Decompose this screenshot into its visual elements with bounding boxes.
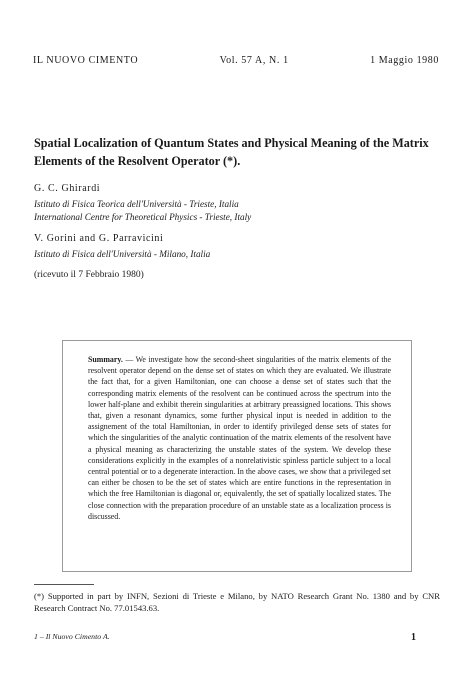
page-footer bbox=[34, 632, 416, 643]
footnote: (*) Supported in part by INFN, Sezioni di Trieste e Milano, by NATO Research Grant No. 1380 and by CNR Research Contract No. 77.01543.63. bbox=[34, 591, 440, 613]
page-number: 1 bbox=[411, 632, 416, 643]
abstract-box bbox=[62, 340, 412, 572]
author-1: G. C. Ghirardi bbox=[34, 183, 101, 194]
abstract bbox=[88, 354, 391, 522]
volume-issue: Vol. 57 A, N. 1 bbox=[219, 55, 289, 66]
author-2-affiliation-1: Istituto di Fisica dell'Università - Milano, Italia bbox=[34, 249, 211, 259]
abstract-lead: Summary. bbox=[88, 355, 123, 364]
author-1-affiliation-1: Istituto di Fisica Teorica dell'Università - Trieste, Italia bbox=[34, 199, 239, 209]
author-1-affiliation-2: International Centre for Theoretical Physics - Trieste, Italy bbox=[34, 212, 252, 222]
author-2: V. Gorini and G. Parravicini bbox=[34, 233, 164, 244]
running-header bbox=[33, 55, 439, 66]
journal-name: IL NUOVO CIMENTO bbox=[33, 55, 139, 66]
paper-title: Spatial Localization of Quantum States and Physical Meaning of the Matrix Elements of the Resolvent Operator (*). bbox=[34, 136, 429, 168]
footer-journal: 1 – Il Nuovo Cimento A. bbox=[34, 632, 110, 641]
abstract-body: — We investigate how the second-sheet singularities of the matrix elements of the resolvent operator depend on the dense set of states on which they are evaluated. We illustrate the fact that, for a given Hamiltonian, one can choose a dense set of states such that the corresponding matrix elements of the resolvent can be continued across the spectrum into the lower half-plane and exhibit therein singularities at arbitrary preassigned locations. This shows that, given a resonant dynamics, some further physical input is needed in addition to the assignement of the total Hamiltonian, in order to identify privileged dense sets of states for which the singularities of the analytic continuation of the matrix elements of the resolvent have a physical meaning as characterizing the unstable states of the system. We develop these considerations explicitly in the examples of a nonrelativistic spinless particle subject to a local central potential or to a degenerate interaction. In the above cases, we show that a privileged set can either be chosen to be the set of states which are entire functions in the representation in which the free Hamiltonian is diagonal or, equivalently, the set of spatially localized states. The close connection with the preparation procedure of an unstable state as a localization process is discussed. bbox=[88, 355, 391, 521]
issue-date: 1 Maggio 1980 bbox=[370, 55, 439, 66]
received-date: (ricevuto il 7 Febbraio 1980) bbox=[34, 270, 144, 280]
footnote-rule bbox=[34, 584, 94, 585]
